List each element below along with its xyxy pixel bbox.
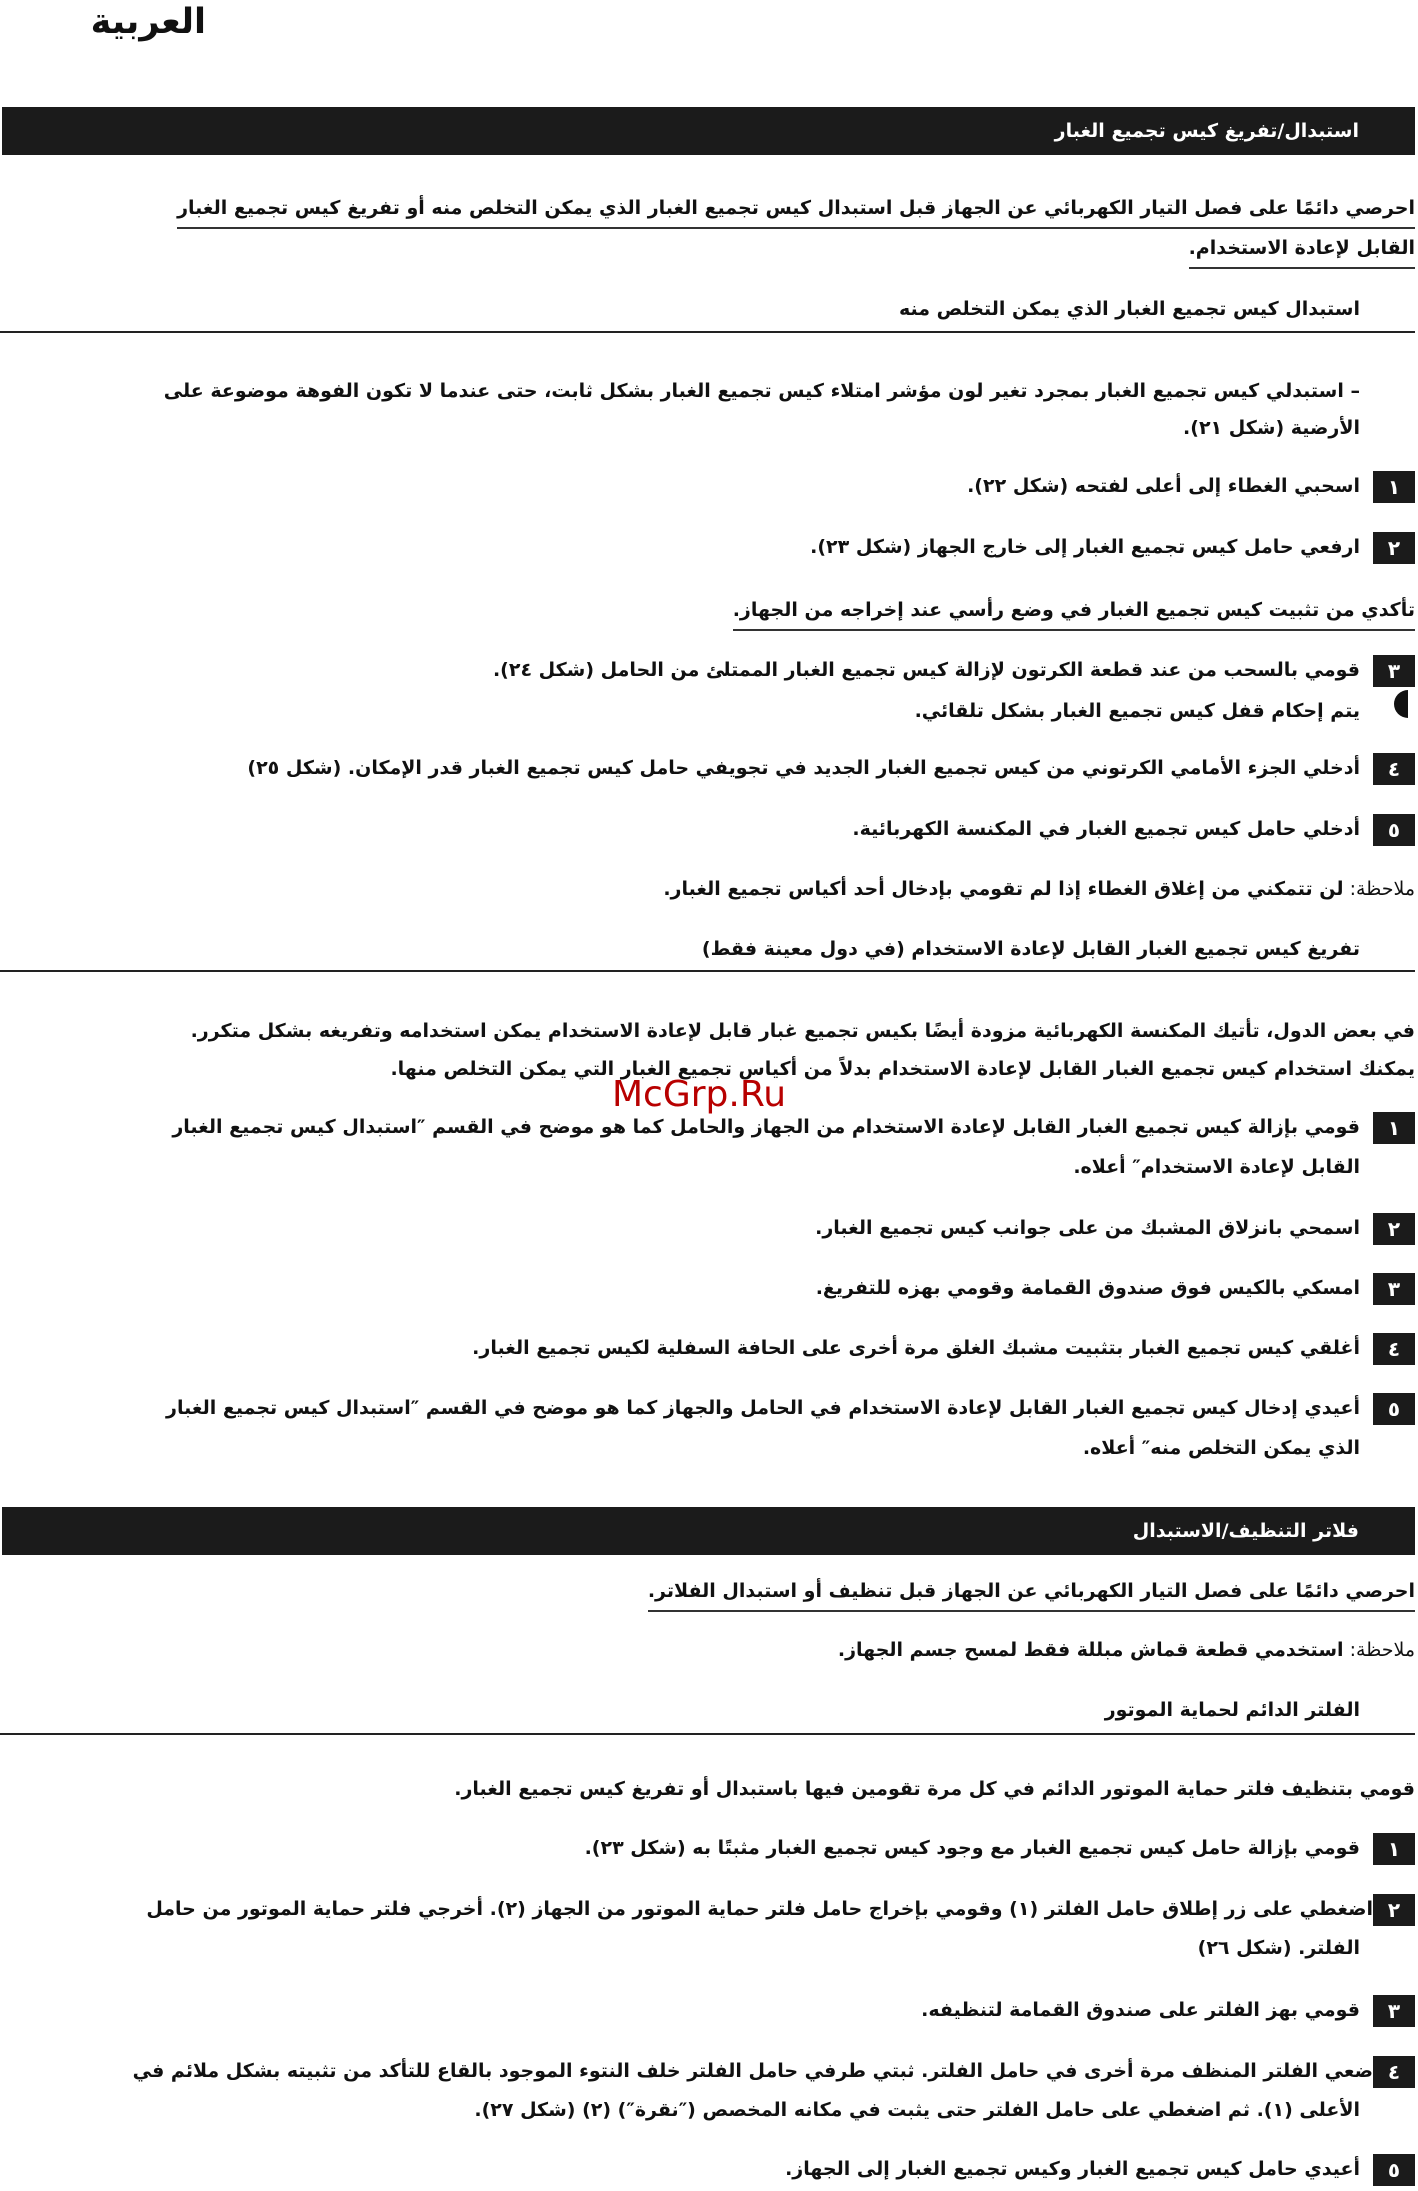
step-number-badge: ١ — [1373, 471, 1415, 503]
step-text: ضعي الفلتر المنظف مرة أخرى في حامل الفلتر. ثبتي طرفي حامل الفلتر خلف النتوء الموجود بالقاع للتأكد من تثبيته بشكل ملائم في — [132, 2060, 1373, 2082]
step-text: أدخلي الجزء الأمامي الكرتوني من كيس تجميع الغبار الجديد في تجويفي حامل كيس تجميع الغبار قدر الإمكان. (شكل ٢٥) — [247, 757, 1360, 779]
step-f1 — [0, 1829, 1418, 1869]
step-number-badge: ٤ — [1373, 1333, 1415, 1365]
step-f4 — [0, 2052, 1418, 2092]
note-lid — [663, 870, 1415, 908]
step-b3 — [0, 651, 1418, 691]
step-text: أغلقي كيس تجميع الغبار بتثبيت مشبك الغلق مرة أخرى على الحافة السفلية لكيس تجميع الغبار. — [472, 1337, 1360, 1359]
warning-unplug-line1: احرصي دائمًا على فصل التيار الكهربائي عن الجهاز قبل استبدال كيس تجميع الغبار الذي يمكن التخلص منه أو تفريغ كيس تجميع الغبار — [177, 189, 1415, 229]
warning-unplug-line2: القابل لإعادة الاستخدام. — [1189, 229, 1415, 269]
step-number-badge: ٥ — [1373, 814, 1415, 846]
step-number-badge: ١ — [1373, 1833, 1415, 1865]
step-number-badge: ٥ — [1373, 1393, 1415, 1425]
step-text-continued: الفلتر. (شكل ٢٦) — [1197, 1937, 1360, 1959]
subheading-disposable-bag: استبدال كيس تجميع الغبار الذي يمكن التخلص منه — [898, 298, 1360, 320]
section-bar-filters: فلاتر التنظيف/الاستبدال — [2, 1507, 1415, 1555]
subheading-motor-filter: الفلتر الدائم لحماية الموتور — [1104, 1699, 1360, 1721]
auto-lock-text: يتم إحكام قفل كيس تجميع الغبار بشكل تلقائي. — [914, 700, 1360, 722]
step-text: أدخلي حامل كيس تجميع الغبار في المكنسة الكهربائية. — [852, 818, 1360, 840]
section-rule — [0, 331, 1415, 333]
section-rule — [0, 1733, 1415, 1735]
step-text: اسمحي بانزلاق المشبك من على جوانب كيس تجميع الغبار. — [815, 1217, 1360, 1239]
step-text: قومي بالسحب من عند قطعة الكرتون لإزالة كيس تجميع الغبار الممتلئ من الحامل (شكل ٢٤). — [492, 659, 1360, 681]
step-text: ارفعي حامل كيس تجميع الغبار إلى خارج الجهاز (شكل ٢٣). — [810, 536, 1360, 558]
step-d4 — [0, 1329, 1418, 1369]
step-text: قومي بإزالة حامل كيس تجميع الغبار مع وجود كيس تجميع الغبار مثبتًا به (شكل ٢٣). — [584, 1837, 1360, 1859]
step-number-badge: ١ — [1373, 1112, 1415, 1144]
note-wipe-body — [838, 1631, 1415, 1669]
step-number-badge: ٢ — [1373, 532, 1415, 564]
watermark-text: McGrp.Ru — [612, 1074, 787, 1115]
instruction-dash-line2: الأرضية (شكل ٢١). — [1183, 417, 1360, 439]
step-f5 — [0, 2150, 1418, 2190]
step-text-continued: الأعلى (١). ثم اضغطي على حامل الفلتر حتى يثبت في مكانه المخصص (″نقرة″) (٢) (شكل ٢٧). — [474, 2099, 1360, 2121]
step-a2 — [0, 528, 1418, 568]
step-d3 — [0, 1269, 1418, 1309]
step-number-badge: ٤ — [1373, 2056, 1415, 2088]
step-text: اضغطي على زر إطلاق حامل الفلتر (١) وقومي بإخراج حامل فلتر حماية الموتور من الجهاز (٢). أخرجي فلتر حماية الموتور من حامل — [146, 1898, 1373, 1920]
step-d1 — [0, 1108, 1418, 1148]
step-text-continued: الذي يمكن التخلص منه″ أعلاه. — [1082, 1437, 1360, 1459]
step-d5 — [0, 1389, 1418, 1429]
step-text: أعيدي إدخال كيس تجميع الغبار القابل لإعادة الاستخدام في الحامل والجهاز كما هو موضح في القسم ″استبدال كيس تجميع الغبار — [166, 1397, 1360, 1419]
language-heading: العربية — [90, 2, 206, 42]
step-number-badge: ٢ — [1373, 1894, 1415, 1926]
step-number-badge: ٣ — [1373, 655, 1415, 687]
step-c5 — [0, 810, 1418, 850]
bullet-icon — [1394, 690, 1408, 718]
step-text-continued: القابل لإعادة الاستخدام″ أعلاه. — [1073, 1156, 1360, 1178]
step-number-badge: ٣ — [1373, 1273, 1415, 1305]
step-f2 — [0, 1890, 1418, 1930]
step-f3 — [0, 1991, 1418, 2031]
reusable-paragraph-line1: في بعض الدول، تأتيك المكنسة الكهربائية مزودة أيضًا بكيس تجميع غبار قابل لإعادة الاستخدام يمكن استخدامه وتفريغه بشكل متكرر. — [190, 1020, 1415, 1042]
reusable-paragraph-line2: يمكنك استخدام كيس تجميع الغبار القابل لإعادة الاستخدام بدلاً من أكياس تجميع الغبار التي يمكن التخلص منها. — [390, 1058, 1415, 1080]
note-label: ملاحظة: — [1349, 878, 1415, 900]
step-text: امسكي بالكيس فوق صندوق القمامة وقومي بهزه للتفريغ. — [815, 1277, 1360, 1299]
step-number-badge: ٢ — [1373, 1213, 1415, 1245]
warning-vertical-position: تأكدي من تثبيت كيس تجميع الغبار في وضع رأسي عند إخراجه من الجهاز. — [733, 591, 1415, 631]
step-a1 — [0, 467, 1418, 507]
step-text: قومي بهز الفلتر على صندوق القمامة لتنظيفه. — [921, 1999, 1360, 2021]
step-c4 — [0, 749, 1418, 789]
note-label: ملاحظة: — [1349, 1639, 1415, 1661]
instruction-dash-line1: – استبدلي كيس تجميع الغبار بمجرد تغير لون مؤشر امتلاء كيس تجميع الغبار بشكل ثابت، حتى عندما لا تكون الفوهة موضوعة على — [163, 380, 1360, 402]
note-text: استخدمي قطعة قماش مبللة فقط لمسح جسم الجهاز. — [837, 1639, 1344, 1661]
step-number-badge: ٣ — [1373, 1995, 1415, 2027]
warning-filters-unplug: احرصي دائمًا على فصل التيار الكهربائي عن الجهاز قبل تنظيف أو استبدال الفلاتر. — [648, 1572, 1415, 1612]
note-text: لن تتمكني من إغلاق الغطاء إذا لم تقومي بإدخال أحد أكياس تجميع الغبار. — [663, 878, 1344, 900]
step-text: أعيدي حامل كيس تجميع الغبار وكيس تجميع الغبار إلى الجهاز. — [785, 2158, 1360, 2180]
step-number-badge: ٥ — [1373, 2154, 1415, 2186]
motor-filter-paragraph: قومي بتنظيف فلتر حماية الموتور الدائم في كل مرة تقومين فيها باستبدال أو تفريغ كيس تجميع الغبار. — [454, 1778, 1415, 1800]
step-number-badge: ٤ — [1373, 753, 1415, 785]
step-d2 — [0, 1209, 1418, 1249]
step-text: قومي بإزالة كيس تجميع الغبار القابل لإعادة الاستخدام من الجهاز والحامل كما هو موضح في القسم ″استبدال كيس تجميع الغبار — [172, 1116, 1360, 1138]
section-bar-dust-bag: استبدال/تفريغ كيس تجميع الغبار — [2, 107, 1415, 155]
subheading-reusable-bag: تفريغ كيس تجميع الغبار القابل لإعادة الاستخدام (في دول معينة فقط) — [701, 938, 1360, 960]
step-text: اسحبي الغطاء إلى أعلى لفتحه (شكل ٢٢). — [967, 475, 1360, 497]
section-rule — [0, 970, 1415, 972]
